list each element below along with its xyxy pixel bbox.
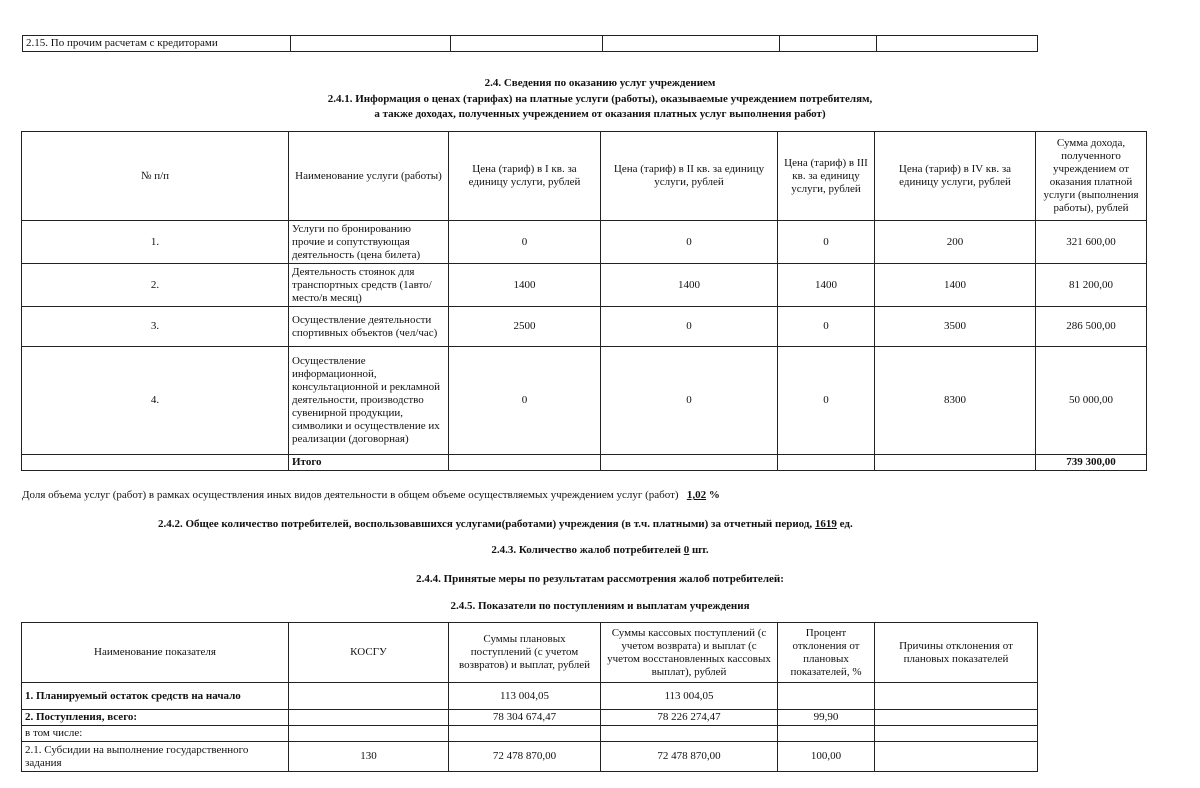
section-title: 2.4. Сведения по оказанию услуг учреждением bbox=[484, 77, 716, 89]
header-planned: Суммы плановых поступлений (с учетом возвратов) и выплат, рублей bbox=[449, 623, 601, 683]
header-num: № п/п bbox=[22, 132, 289, 221]
measures-line: 2.4.4. Принятые меры по результатам рассмотрения жалоб потребителей: bbox=[416, 573, 784, 585]
total-label: Итого bbox=[289, 455, 449, 471]
table-row: 4. Осуществление информационной, консультационной и рекламной деятельности, производство сувенирной продукции, символики и осуществление их реализации (договорная) 0 0 0 8300 50 000,00 bbox=[22, 347, 1147, 455]
section-subtitle-1: 2.4.1. Информация о ценах (тарифах) на платные услуги (работы), оказываемые учреждением потребителям, bbox=[327, 93, 873, 105]
complaints-value: 0 bbox=[683, 544, 690, 556]
consumers-value: 1619 bbox=[814, 518, 837, 530]
section-subtitle-2: а также доходах, полученных учреждением от оказания платных услуг выполнения работ) bbox=[374, 108, 826, 120]
table-row: в том числе: bbox=[22, 726, 1038, 742]
indicators-table bbox=[21, 622, 1038, 772]
header-income: Сумма дохода, полученного учреждением от оказания платной услуги (выполнения работы), рублей bbox=[1036, 132, 1147, 221]
table-row: 2. Деятельность стоянок для транспортных средств (1авто/место/в месяц) 1400 1400 1400 1400 81 200,00 bbox=[22, 264, 1147, 307]
header-q4: Цена (тариф) в IV кв. за единицу услуги, рублей bbox=[875, 132, 1036, 221]
table-row: 3. Осуществление деятельности спортивных объектов (чел/час) 2500 0 0 3500 286 500,00 bbox=[22, 307, 1147, 347]
services-table bbox=[21, 131, 1147, 471]
creditors-table bbox=[22, 35, 1038, 52]
share-line: Доля объема услуг (работ) в рамках осуществления иных видов деятельности в общем объеме осуществляемых учреждением услуг (работ) 1,02 % bbox=[22, 489, 720, 501]
table-row: 2. Поступления, всего: 78 304 674,47 78 226 274,47 99,90 bbox=[22, 710, 1038, 726]
header-q3: Цена (тариф) в III кв. за единицу услуги, рублей bbox=[778, 132, 875, 221]
header-reasons: Причины отклонения от плановых показателей bbox=[875, 623, 1038, 683]
header-indicator-name: Наименование показателя bbox=[22, 623, 289, 683]
total-row bbox=[22, 455, 1147, 471]
table-row: 1. Услуги по бронированию прочие и сопутствующая деятельность (цена билета) 0 0 0 200 321 600,00 bbox=[22, 221, 1147, 264]
table-row: 2.1. Субсидии на выполнение государственного задания 130 72 478 870,00 72 478 870,00 100,00 bbox=[22, 742, 1038, 772]
share-value: 1,02 bbox=[686, 489, 707, 501]
section-245-title: 2.4.5. Показатели по поступлениям и выплатам учреждения bbox=[450, 600, 750, 612]
creditors-label: 2.15. По прочим расчетам с кредиторами bbox=[23, 36, 291, 52]
complaints-line: 2.4.3. Количество жалоб потребителей 0 шт. bbox=[491, 544, 709, 556]
header-q2: Цена (тариф) в II кв. за единицу услуги, рублей bbox=[601, 132, 778, 221]
total-income: 739 300,00 bbox=[1036, 455, 1147, 471]
header-q1: Цена (тариф) в I кв. за единицу услуги, рублей bbox=[449, 132, 601, 221]
header-cash: Суммы кассовых поступлений (с учетом возврата) и выплат (с учетом восстановленных кассовых выплат), рублей bbox=[601, 623, 778, 683]
header-percent: Процент отклонения от плановых показателей, % bbox=[778, 623, 875, 683]
header-service-name: Наименование услуги (работы) bbox=[289, 132, 449, 221]
header-kosgu: КОСГУ bbox=[289, 623, 449, 683]
table-row: 1. Планируемый остаток средств на начало 113 004,05 113 004,05 bbox=[22, 683, 1038, 710]
consumers-line: 2.4.2. Общее количество потребителей, воспользовавшихся услугами(работами) учреждения (в т.ч. платными) за отчетный период, 1619 ед. bbox=[158, 518, 853, 530]
